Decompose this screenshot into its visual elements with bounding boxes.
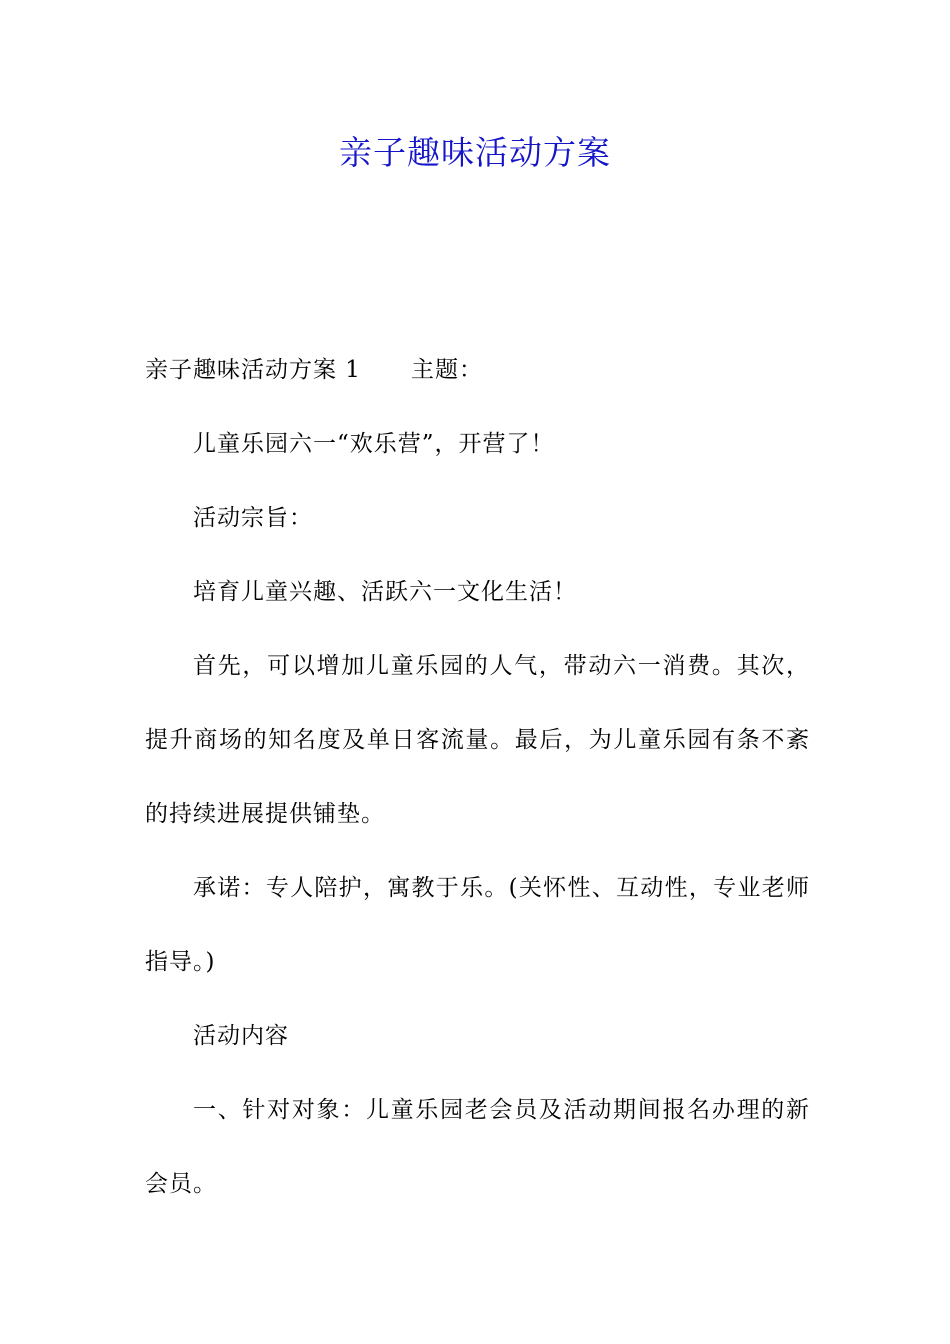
paragraph-content-label: 活动内容 (193, 1023, 289, 1049)
document-title: 亲子趣味活动方案 (339, 133, 611, 172)
section-heading-line (145, 333, 810, 407)
paragraph-theme: 儿童乐园六一“欢乐营”，开营了！ (193, 431, 555, 457)
paragraph-promise: 承诺：专人陪护，寓教于乐。(关怀性、互动性，专业老师指导。) (145, 875, 810, 975)
paragraph-target: 一、针对对象：儿童乐园老会员及活动期间报名办理的新会员。 (145, 1097, 810, 1197)
section-heading: 亲子趣味活动方案 1 (145, 357, 361, 383)
theme-label: 主题： (410, 357, 483, 383)
paragraph-purpose-label: 活动宗旨： (193, 505, 313, 531)
paragraph-goals: 首先，可以增加儿童乐园的人气，带动六一消费。其次，提升商场的知名度及单日客流量。最后，为儿童乐园有条不紊的持续进展提供铺垫。 (145, 653, 810, 827)
document-body (145, 333, 810, 1221)
paragraph-purpose: 培育儿童兴趣、活跃六一文化生活！ (193, 579, 577, 605)
